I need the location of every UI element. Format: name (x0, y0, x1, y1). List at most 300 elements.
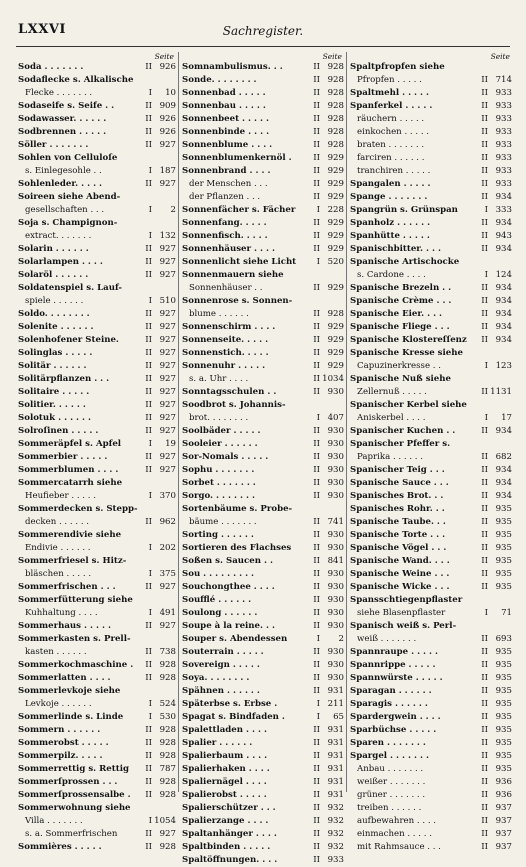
index-entry (350, 87, 512, 100)
entry-term: Sommerfütterung siehe (18, 595, 133, 605)
entry-term: Spannrippe . . . . . (350, 660, 436, 670)
entry-page: 2 (170, 205, 176, 215)
entry-page: 930 (327, 595, 344, 605)
entry-page: 841 (327, 556, 344, 566)
entry-term: Sparagan . . . . . . (350, 686, 432, 696)
entry-page: 124 (495, 270, 512, 280)
entry-page: 928 (327, 75, 344, 85)
entry-page: 930 (327, 543, 344, 553)
entry-term: Sonnenbinde . . . . (182, 127, 270, 137)
entry-volume: II (313, 75, 320, 85)
index-entry (18, 178, 176, 191)
entry-term: Spangrün s. Grünspan (350, 205, 458, 215)
entry-term: Sonnenfächer s. Fächer (182, 205, 296, 215)
entry-term: Anbau . . . . . . . (357, 764, 424, 774)
entry-term: Spalierhaken . . . . (182, 764, 270, 774)
index-entry (182, 490, 344, 503)
entry-page: 929 (327, 192, 344, 202)
index-entry (182, 100, 344, 113)
entry-volume: II (481, 491, 488, 501)
entry-page: 929 (327, 361, 344, 371)
entry-page: 71 (501, 608, 512, 618)
entry-term: Sommerkochmaschine . (18, 660, 134, 670)
entry-volume: I (316, 205, 320, 215)
entry-term: weißer . . . . . . . (357, 777, 426, 787)
entry-volume: II (481, 634, 488, 644)
index-entry (182, 243, 344, 256)
entry-volume (478, 620, 488, 633)
entry-volume: II (145, 140, 152, 150)
entry-volume: II (145, 764, 152, 774)
entry-term: Sommerhaus . . . . . (18, 621, 111, 631)
index-entry (182, 282, 344, 295)
entry-page (320, 269, 344, 282)
entry-volume: II (313, 764, 320, 774)
entry-term: Sonnenhäuser . . (189, 283, 263, 293)
entry-term: Sorbet . . . . . . . (182, 478, 256, 488)
entry-volume (478, 256, 488, 269)
entry-page (488, 438, 512, 451)
index-column-2 (182, 52, 344, 865)
entry-term: Spanisches Rohr. . . (350, 504, 445, 514)
entry-volume: II (481, 192, 488, 202)
entry-term: kasten . . . . . . (25, 647, 87, 657)
entry-page: 927 (159, 829, 176, 839)
index-entry (18, 74, 176, 87)
entry-term: Spanhütte . . . . . (350, 231, 430, 241)
entry-term: blume . . . . . . (189, 309, 249, 319)
entry-term: Sparen . . . . . . . (350, 738, 426, 748)
entry-volume: II (313, 517, 320, 527)
entry-page: 333 (495, 205, 512, 215)
entry-page: 928 (159, 790, 176, 800)
entry-volume: I (148, 491, 152, 501)
entry-term: Spanische Vögel . . . (350, 543, 447, 553)
entry-volume: II (145, 647, 152, 657)
index-entry (350, 100, 512, 113)
entry-page: 931 (327, 764, 344, 774)
entry-term: Sonnenbad . . . . . (182, 88, 266, 98)
entry-term: Spanholz . . . . . . (350, 218, 431, 228)
entry-volume: II (313, 647, 320, 657)
entry-page: 928 (327, 309, 344, 319)
entry-term: Sodawasser. . . . . . (18, 114, 107, 124)
entry-term: Sommerwohnung siehe (18, 803, 131, 813)
entry-volume: II (481, 452, 488, 462)
entry-page: 929 (327, 153, 344, 163)
entry-volume: I (148, 166, 152, 176)
entry-term: Sonnenseite. . . . . (182, 335, 269, 345)
index-entry (18, 230, 176, 243)
entry-volume: II (481, 803, 488, 813)
index-entry (350, 555, 512, 568)
entry-page: 930 (327, 426, 344, 436)
index-entry (182, 152, 344, 165)
index-entry (18, 542, 176, 555)
index-entry (350, 399, 512, 412)
entry-volume: II (313, 361, 320, 371)
entry-term: Spaltpfropfen siehe (350, 62, 445, 72)
entry-volume: II (145, 660, 152, 670)
column-separator (346, 52, 347, 792)
entry-term: extract. . . . . . . (25, 231, 92, 241)
index-entry (350, 516, 512, 529)
entry-term: Sonnenlicht siehe Licht (182, 257, 297, 267)
index-entry (182, 217, 344, 230)
index-entry (350, 126, 512, 139)
entry-page: 935 (495, 738, 512, 748)
entry-volume: II (481, 517, 488, 527)
index-entry (350, 724, 512, 737)
entry-volume: I (316, 413, 320, 423)
entry-term: Spaltmehl . . . . . (350, 88, 430, 98)
entry-term: Solenite . . . . . . (18, 322, 94, 332)
index-entry (350, 633, 512, 646)
entry-volume (142, 529, 152, 542)
entry-volume: II (313, 478, 320, 488)
entry-page: 933 (495, 179, 512, 189)
entry-volume: II (313, 88, 320, 98)
entry-page: 927 (159, 374, 176, 384)
entry-volume (310, 295, 320, 308)
entry-volume: II (313, 166, 320, 176)
entry-page: 10 (165, 88, 176, 98)
page-header (0, 0, 526, 44)
entry-volume: II (481, 764, 488, 774)
index-entry (182, 178, 344, 191)
entry-volume: II (481, 647, 488, 657)
entry-volume: II (313, 595, 320, 605)
entry-page: 931 (327, 777, 344, 787)
entry-term: Somnambulismus. . . (182, 62, 283, 72)
index-entry (18, 464, 176, 477)
entry-term: Solotuk . . . . . . (18, 413, 92, 423)
entry-term: weiß . . . . . . . (357, 634, 417, 644)
entry-page (152, 152, 176, 165)
entry-term: Heufieber . . . . . (25, 491, 96, 501)
index-entry (182, 594, 344, 607)
index-entry (350, 321, 512, 334)
entry-page: 370 (159, 491, 176, 501)
index-entry (18, 165, 176, 178)
index-entry (350, 178, 512, 191)
entry-page: 926 (159, 62, 176, 72)
index-entry (182, 737, 344, 750)
index-entry (182, 711, 344, 724)
index-entry (182, 854, 344, 867)
entry-term: Sonnenhäuser . . . . (182, 244, 275, 254)
entry-volume: I (148, 205, 152, 215)
entry-page: 927 (159, 452, 176, 462)
entry-term: Spaltanhänger . . . . (182, 829, 277, 839)
index-entry (350, 503, 512, 516)
entry-term: Sohlen von Celluloſe (18, 153, 118, 163)
index-entry (182, 308, 344, 321)
entry-volume: I (484, 205, 488, 215)
entry-term: Spähnen . . . . . . (182, 686, 260, 696)
entry-volume: II (481, 465, 488, 475)
index-entry (350, 646, 512, 659)
entry-page (488, 256, 512, 269)
entry-page: 933 (495, 114, 512, 124)
entry-term: braten . . . . . . . (357, 140, 425, 150)
entry-volume: I (316, 634, 320, 644)
index-entry (182, 607, 344, 620)
entry-page: 1034 (322, 374, 344, 384)
entry-volume: II (313, 465, 320, 475)
entry-volume: I (148, 712, 152, 722)
entry-volume: II (481, 816, 488, 826)
entry-page: 2 (338, 634, 344, 644)
entry-page: 936 (495, 777, 512, 787)
entry-volume: II (313, 790, 320, 800)
entry-volume: II (481, 101, 488, 111)
index-entry (350, 438, 512, 451)
entry-volume: II (313, 439, 320, 449)
entry-page (152, 633, 176, 646)
entry-page: 927 (159, 621, 176, 631)
entry-volume: II (481, 179, 488, 189)
index-entry (18, 815, 176, 828)
entry-page: 934 (495, 491, 512, 501)
index-entry (350, 360, 512, 373)
entry-volume: I (148, 569, 152, 579)
entry-term: Sommerdecken s. Stepp- (18, 504, 138, 514)
index-entry (18, 321, 176, 334)
entry-page: 927 (159, 309, 176, 319)
index-entry (182, 464, 344, 477)
entry-term: Pfropfen . . . . . (357, 75, 422, 85)
entry-volume: II (145, 790, 152, 800)
index-entry (350, 776, 512, 789)
entry-volume: II (145, 114, 152, 124)
entry-page: 202 (159, 543, 176, 553)
index-entry (18, 828, 176, 841)
entry-volume: II (481, 426, 488, 436)
index-entry (18, 490, 176, 503)
entry-volume: II (481, 322, 488, 332)
entry-page: 935 (495, 712, 512, 722)
entry-volume: II (313, 725, 320, 735)
entry-term: s. Cardone . . . . (357, 270, 426, 280)
index-entry (182, 425, 344, 438)
entry-page: 935 (495, 556, 512, 566)
entry-volume: I (148, 439, 152, 449)
entry-page: 930 (327, 647, 344, 657)
index-entry (182, 412, 344, 425)
index-entry (182, 347, 344, 360)
entry-term: Spanischer Kerbel siehe (350, 400, 467, 410)
entry-page: 926 (159, 114, 176, 124)
entry-page: 693 (495, 634, 512, 644)
entry-term: Souchongthee . . . . (182, 582, 275, 592)
entry-term: Soldatenspiel s. Lauf- (18, 283, 122, 293)
entry-page: 932 (327, 829, 344, 839)
entry-volume: II (145, 101, 152, 111)
entry-page: 933 (495, 127, 512, 137)
entry-term: Sophu . . . . . . . (182, 465, 255, 475)
entry-volume (142, 594, 152, 607)
entry-term: Spanische Artischocke (350, 257, 460, 267)
entry-term: Spanische Eier. . . . (350, 309, 443, 319)
entry-page: 935 (495, 517, 512, 527)
entry-volume: II (145, 777, 152, 787)
entry-page: 931 (327, 751, 344, 761)
index-entry (18, 256, 176, 269)
index-entry (18, 282, 176, 295)
entry-term: Spanisches Brot. . . (350, 491, 444, 501)
entry-volume: II (313, 62, 320, 72)
entry-page: 929 (327, 348, 344, 358)
entry-page: 927 (159, 257, 176, 267)
entry-volume: II (481, 231, 488, 241)
entry-term: brot. . . . . . . . (189, 413, 249, 423)
entry-page: 931 (327, 790, 344, 800)
entry-page (488, 594, 512, 607)
entry-page: 927 (159, 465, 176, 475)
index-entry (18, 334, 176, 347)
entry-volume: II (145, 361, 152, 371)
entry-term: Spanischer Pfeffer s. (350, 439, 451, 449)
entry-page: 933 (495, 88, 512, 98)
index-entry (18, 373, 176, 386)
index-entry (182, 87, 344, 100)
entry-term: Villa . . . . . . . (25, 816, 83, 826)
entry-volume (478, 594, 488, 607)
entry-page: 928 (327, 114, 344, 124)
entry-term: Söller . . . . . . . (18, 140, 89, 150)
index-entry (350, 373, 512, 386)
entry-page: 930 (327, 582, 344, 592)
entry-term: Spanische Weine . . . (350, 569, 450, 579)
entry-page: 19 (165, 439, 176, 449)
entry-page: 929 (327, 218, 344, 228)
index-entry (350, 412, 512, 425)
entry-page (152, 191, 176, 204)
index-entry (18, 61, 176, 74)
entry-volume: II (481, 543, 488, 553)
entry-term: Soodbrot s. Johannis- (182, 400, 286, 410)
index-entry (350, 191, 512, 204)
entry-page: 935 (495, 530, 512, 540)
entry-volume: II (313, 127, 320, 137)
entry-page: 928 (159, 725, 176, 735)
entry-term: Paprika . . . . . . (357, 452, 423, 462)
entry-term: Spanischer Teig . . . (350, 465, 445, 475)
index-entry (182, 399, 344, 412)
entry-term: Spagat s. Bindfaden . (182, 712, 285, 722)
entry-term: decken . . . . . . (25, 517, 90, 527)
entry-volume: II (313, 829, 320, 839)
entry-page: 930 (327, 673, 344, 683)
entry-volume: II (481, 842, 488, 852)
index-entry (350, 243, 512, 256)
entry-page (152, 282, 176, 295)
entry-term: Soya. . . . . . . . (182, 673, 250, 683)
entry-volume: II (481, 660, 488, 670)
entry-volume: I (316, 699, 320, 709)
entry-volume (142, 152, 152, 165)
entry-volume: II (313, 660, 320, 670)
entry-volume: II (145, 179, 152, 189)
entry-term: Sortenbäume s. Probe- (182, 504, 293, 514)
index-entry (18, 308, 176, 321)
entry-volume: II (145, 348, 152, 358)
entry-term: Sommercatarrh siehe (18, 478, 123, 488)
index-entry (182, 581, 344, 594)
index-entry (350, 451, 512, 464)
entry-term: Sommerlatten . . . . (18, 673, 111, 683)
entry-volume: II (481, 751, 488, 761)
entry-page: 927 (159, 413, 176, 423)
entry-term: Sortieren des Flachses (182, 543, 292, 553)
entry-volume: II (313, 803, 320, 813)
entry-term: Spanische Fliege . . . (350, 322, 450, 332)
index-entry (350, 139, 512, 152)
entry-volume: II (313, 582, 320, 592)
index-entry (182, 672, 344, 685)
entry-volume: II (481, 530, 488, 540)
entry-volume: II (313, 348, 320, 358)
entry-volume: II (145, 582, 152, 592)
index-entry (350, 815, 512, 828)
entry-page: 928 (327, 140, 344, 150)
entry-term: Sparagis . . . . . . (350, 699, 428, 709)
entry-term: Sommerbier . . . . . (18, 452, 108, 462)
entry-term: Sonnenstich. . . . . (182, 348, 269, 358)
entry-page: 928 (159, 751, 176, 761)
entry-volume: II (313, 283, 320, 293)
entry-term: der Menschen . . . (189, 179, 268, 189)
index-entry (182, 620, 344, 633)
index-entry (182, 334, 344, 347)
entry-page: 929 (327, 335, 344, 345)
entry-page: 929 (327, 231, 344, 241)
index-entry (350, 230, 512, 243)
entry-page: 738 (159, 647, 176, 657)
entry-page: 927 (159, 387, 176, 397)
entry-page: 930 (327, 491, 344, 501)
entry-page (488, 399, 512, 412)
entry-term: Soldo. . . . . . . . (18, 309, 90, 319)
index-column-1 (18, 52, 176, 852)
entry-page: 520 (327, 257, 344, 267)
index-entry (18, 581, 176, 594)
entry-page: 929 (327, 179, 344, 189)
entry-volume: II (481, 699, 488, 709)
index-entry (182, 633, 344, 646)
entry-volume: I (148, 699, 152, 709)
entry-volume: II (313, 673, 320, 683)
entry-volume: II (145, 452, 152, 462)
index-entry (18, 646, 176, 659)
index-entry (18, 503, 176, 516)
entry-page: 943 (495, 231, 512, 241)
entry-page: 929 (327, 166, 344, 176)
entry-volume: II (145, 413, 152, 423)
entry-term: Sommerrettig s. Rettig (18, 764, 129, 774)
entry-volume: I (484, 270, 488, 280)
index-entry (18, 724, 176, 737)
entry-page (320, 503, 344, 516)
entry-volume: II (481, 569, 488, 579)
index-entry (182, 74, 344, 87)
entry-volume: II (313, 140, 320, 150)
entry-page: 524 (159, 699, 176, 709)
entry-term: Spaltbinden . . . . . (182, 842, 271, 852)
index-entry (18, 477, 176, 490)
entry-volume: II (481, 244, 488, 254)
